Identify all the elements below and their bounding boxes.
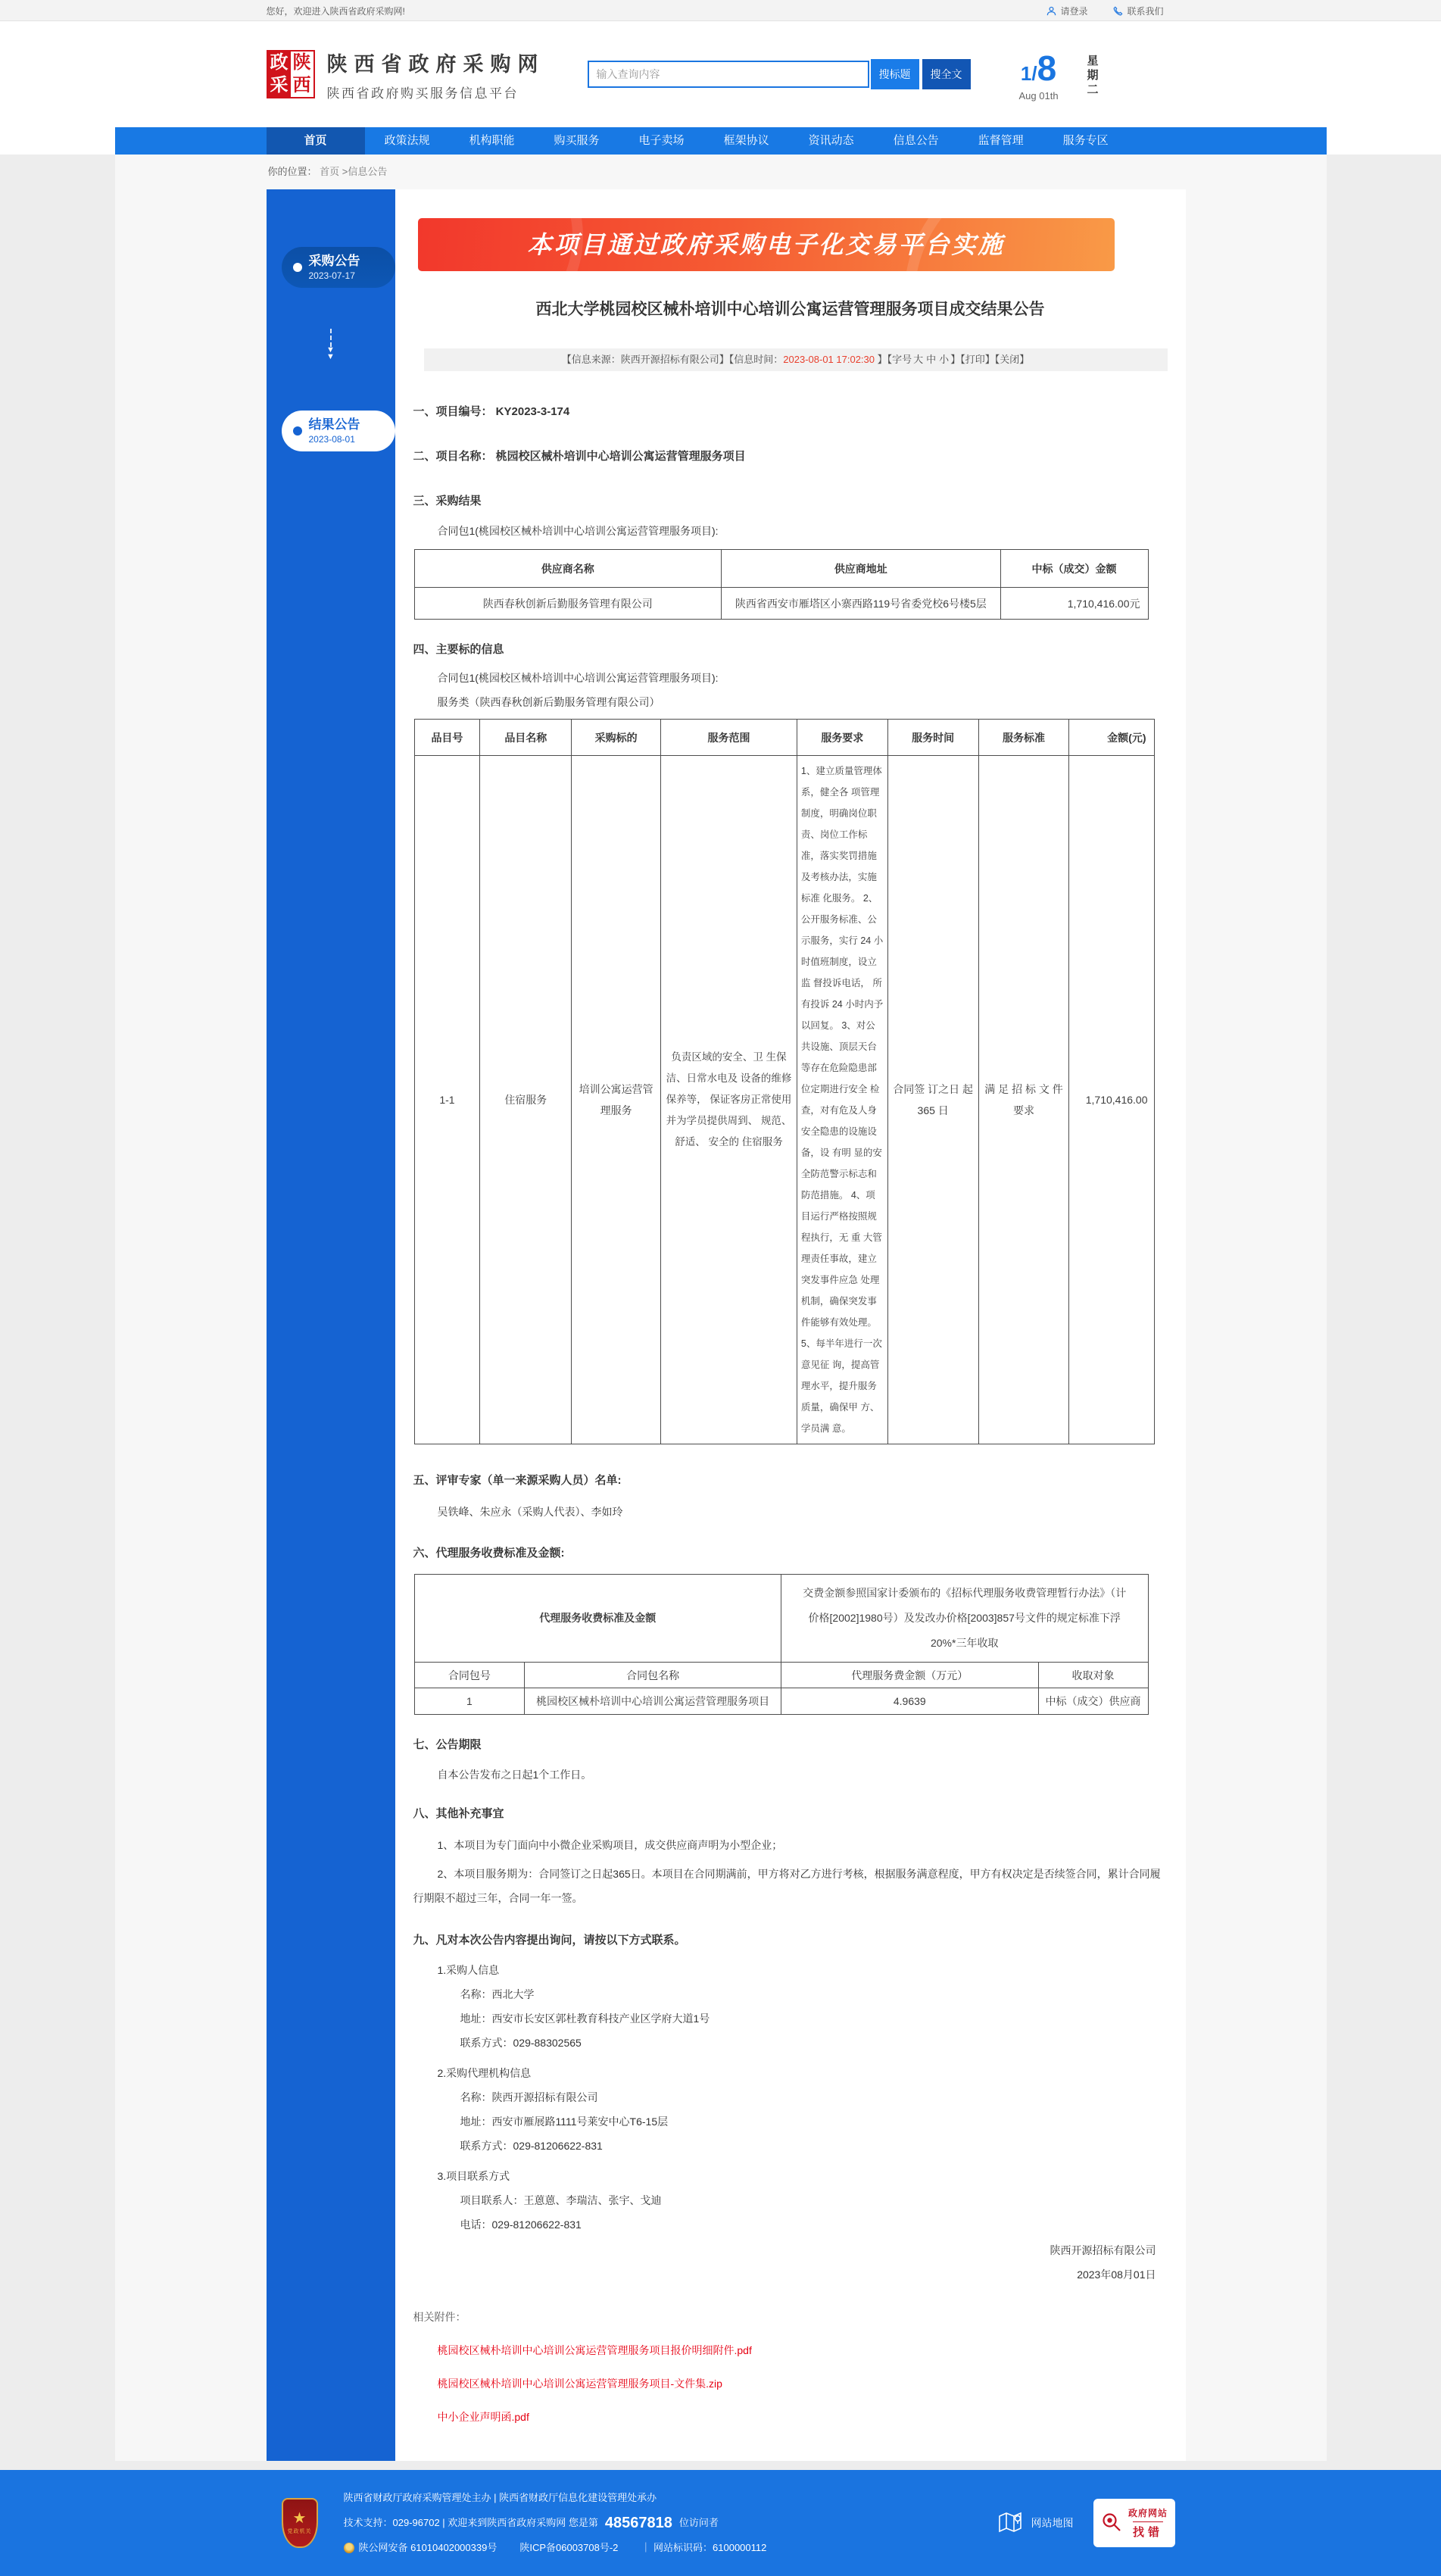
- section-6-heading: 六、代理服务收费标准及金额:: [413, 1547, 565, 1560]
- visitor-count: 48567818: [604, 2515, 672, 2531]
- attachment-link[interactable]: 桃园校区械朴培训中心培训公寓运营管理服务项目报价明细附件.pdf: [437, 2344, 752, 2356]
- footer-beian-line: [344, 2542, 767, 2554]
- table3-cell: 1: [414, 1688, 525, 1715]
- search-fulltext-button[interactable]: 搜全文: [922, 59, 971, 89]
- beian-number[interactable]: 陕公网安备 61010402000339号: [358, 2542, 497, 2553]
- top-bar: [0, 0, 1441, 21]
- site-name: 陕西省政府采购网: [326, 52, 545, 76]
- timeline-item-采购公告[interactable]: [282, 247, 395, 288]
- breadcrumb-home[interactable]: 首页: [320, 166, 340, 177]
- announcement-article: [395, 189, 1186, 2461]
- sign-date: 2023年08月01日: [1077, 2268, 1156, 2281]
- table2-cell-itemno: 1-1: [414, 756, 480, 1444]
- attachment-link[interactable]: 桃园校区械朴培训中心培训公寓运营管理服务项目-文件集.zip: [437, 2378, 722, 2390]
- welcome-text: 您好，欢迎进入陕西省政府采购网!: [266, 5, 405, 17]
- table1-cell: 1,710,416.00元: [1000, 588, 1148, 620]
- nav-item-购买服务[interactable]: 购买服务: [554, 134, 600, 147]
- contact-line: 联系方式：029-81206622-831: [460, 2140, 603, 2152]
- contact-line: 名称：陕西开源招标有限公司: [460, 2091, 598, 2103]
- service-type-line: 服务类（陕西春秋创新后勤服务管理有限公司）: [437, 696, 660, 708]
- party-gov-emblem-icon: ★ 党政机关: [282, 2498, 318, 2548]
- table2-cell-req: 1、建立质量管理体系，健全各 项管理 制度，明确岗位职责、岗位工作标准，落实奖罚措施及考核办法，实施 标准 化服务。 2、公开服务标准、公示服务，实行 24 小时值班制度，设立监 督投诉电话， 所有投诉 24 小时内予以回复。 3、对公共设施、顶层天台等存在危险隐患部位定期进行安全 检查，对有危及人身安全隐患的设施设备，设 有明 显的安全防范警示标志和防范措施。 4、项目运行严格按照规程执行，无 重 大管理责任事故，建立突发事件应急 处理机制，确保突发事件能够有效处理。 5、每半年进行一次意见征 询，提高管 理水平，提升服务质量，确保甲 方、 学员满 意。: [797, 756, 887, 1444]
- table2-cell-time: 合同签 订之日 起 365 日: [887, 756, 978, 1444]
- timeline-item-date: 2023-07-17: [308, 270, 355, 281]
- font-size-large[interactable]: 大: [913, 354, 924, 365]
- section-7-heading: 七、公告期限: [413, 1738, 482, 1751]
- main-nav: [115, 127, 1327, 155]
- table1-header: 供应商名称: [414, 550, 722, 588]
- expert-names: 吴铁峰、朱应永（采购人代表）、李如玲: [437, 1506, 623, 1518]
- public-security-badge-icon: [344, 2543, 354, 2553]
- nav-item-服务专区[interactable]: 服务专区: [1062, 134, 1109, 147]
- package-line-1: 合同包1(桃园校区械朴培训中心培训公寓运营管理服务项目):: [437, 525, 719, 537]
- gov-site-error-report-button[interactable]: 政府网站 找错: [1093, 2499, 1175, 2547]
- table1-header: 供应商地址: [722, 550, 1001, 588]
- date-english: Aug 01th: [1018, 89, 1059, 101]
- table-row: [414, 588, 1148, 620]
- nav-item-政策法规[interactable]: 政策法规: [384, 134, 430, 147]
- table2-header: 采购标的: [572, 720, 661, 756]
- nav-item-机构职能[interactable]: 机构职能: [469, 134, 515, 147]
- table3-cell: 4.9639: [781, 1688, 1038, 1715]
- weekday-text: 星 期 二: [1087, 54, 1099, 96]
- table1-cell: 陕西春秋创新后勤服务管理有限公司: [414, 588, 722, 620]
- map-icon: [998, 2511, 1024, 2536]
- table2-cell-amt: 1,710,416.00: [1069, 756, 1154, 1444]
- font-size-medium[interactable]: 中: [926, 354, 937, 365]
- contact-group-title: 1.采购人信息: [437, 1964, 500, 1976]
- contact-link[interactable]: 联系我们: [1113, 5, 1163, 17]
- meta-source: 【信息来源：陕西开源招标有限公司】: [561, 354, 729, 365]
- table2-header: 服务时间: [887, 720, 978, 756]
- date-widget: 1/8 Aug 01th 星 期 二: [1018, 48, 1099, 101]
- table3-header: 合同包号: [414, 1663, 525, 1688]
- timeline-arrow-icon: ▼ ▼: [267, 329, 395, 361]
- table2-header: 金额(元): [1069, 720, 1154, 756]
- nav-item-框架协议[interactable]: 框架协议: [723, 134, 769, 147]
- contact-line: 项目联系人：王蒽蒽、李瑞洁、张宇、戈迪: [460, 2194, 662, 2206]
- fee-standard-label: 代理服务收费标准及金额: [414, 1575, 781, 1663]
- table2-cell-name: 住宿服务: [480, 756, 572, 1444]
- notice-period: 自本公告发布之日起1个工作日。: [437, 1769, 592, 1781]
- site-logo: 政 采 陕 西: [267, 50, 315, 98]
- nav-item-信息公告[interactable]: 信息公告: [893, 134, 939, 147]
- table-row: [414, 1688, 1148, 1715]
- section-8-heading: 八、其他补充事宜: [413, 1807, 504, 1820]
- section-2-heading: 二、项目名称： 桃园校区械朴培训中心培训公寓运营管理服务项目: [413, 450, 746, 463]
- site-header: [0, 21, 1441, 127]
- nav-strip: [0, 127, 1441, 155]
- sitemap-link[interactable]: 网站地图: [998, 2511, 1074, 2536]
- package-line-2: 合同包1(桃园校区械朴培训中心培训公寓运营管理服务项目):: [437, 672, 719, 684]
- font-size-small[interactable]: 小: [939, 354, 950, 365]
- signer-name: 陕西开源招标有限公司: [1050, 2244, 1156, 2256]
- table3-header: 合同包名称: [525, 1663, 781, 1688]
- site-subtitle: 陕西省政府购买服务信息平台: [326, 86, 519, 101]
- magnifier-icon: [1100, 2511, 1123, 2536]
- subject-matter-table: [414, 719, 1155, 1444]
- section-3-heading: 三、采购结果: [413, 495, 482, 507]
- timeline-item-date: 2023-08-01: [308, 434, 355, 445]
- timeline-dot-icon: [293, 426, 302, 436]
- contact-line: 名称：西北大学: [460, 1988, 535, 2000]
- table3-header: 代理服务费金额（万元）: [781, 1663, 1038, 1688]
- page-title: 西北大学桃园校区械朴培训中心培训公寓运营管理服务项目成交结果公告: [535, 301, 1045, 318]
- supplement-item: 2、本项目服务期为：合同签订之日起365日。本项目在合同期满前，甲方将对乙方进行考核，根据服务满意程度，甲方有权决定是否续签合同，累计合同履行期限不超过三年，合同一年一签。: [413, 1868, 1161, 1904]
- meta-bar: 【信息来源：陕西开源招标有限公司】【信息时间：2023-08-01 17:02:30 】【字号 大 中 小 】【打印】【关闭】: [424, 348, 1168, 371]
- timeline-item-title: 结果公告: [308, 417, 360, 432]
- nav-item-首页[interactable]: 首页: [267, 127, 365, 155]
- breadcrumb: 你的位置： 首页 >信息公告: [267, 166, 388, 177]
- section-4-heading: 四、主要标的信息: [413, 643, 504, 656]
- search-input[interactable]: [588, 61, 869, 88]
- user-icon: [1046, 6, 1056, 16]
- timeline-dot-icon: [293, 263, 302, 272]
- table2-cell-target: 培训公寓运营管理服务: [572, 756, 661, 1444]
- table2-cell-std: 满 足 招 标 文 件 要求: [978, 756, 1069, 1444]
- contact-line: 电话：029-81206622-831: [460, 2218, 582, 2231]
- table2-header: 服务范围: [661, 720, 797, 756]
- agency-fee-table: [414, 1574, 1149, 1715]
- login-link[interactable]: 请登录: [1046, 5, 1087, 17]
- attachment-link[interactable]: 中小企业声明函.pdf: [437, 2411, 529, 2423]
- breadcrumb-current[interactable]: 信息公告: [348, 166, 388, 177]
- attachments-label: 相关附件：: [413, 2311, 466, 2323]
- date-day: 8: [1037, 48, 1057, 88]
- timeline-sidebar: [267, 189, 395, 2461]
- nav-item-监督管理[interactable]: 监督管理: [978, 134, 1024, 147]
- close-button[interactable]: 【关闭】: [994, 354, 1030, 365]
- contact-line: 地址：西安市长安区郭杜教育科技产业区学府大道1号: [460, 2012, 710, 2025]
- table2-cell-scope: 负责区域的安全、卫 生保洁、日常水电及 设备的维修保养等， 保证客房正常使用 并为学员提供周到、 规范、舒适、 安全的 住宿服务: [661, 756, 797, 1444]
- table2-header: 品目名称: [480, 720, 572, 756]
- meta-time: 2023-08-01 17:02:30: [783, 354, 875, 365]
- table1-header: 中标（成交）金额: [1000, 550, 1148, 588]
- table2-header: 品目号: [414, 720, 480, 756]
- supplement-item: 1、本项目为专门面向中小微企业采购项目，成交供应商声明为小型企业；: [437, 1839, 783, 1851]
- table2-header: 服务要求: [797, 720, 887, 756]
- icp-number[interactable]: 陕ICP备06003708号-2: [519, 2542, 619, 2553]
- section-1-heading: 一、项目编号： KY2023-3-174: [413, 405, 570, 418]
- nav-item-资讯动态[interactable]: 资讯动态: [808, 134, 854, 147]
- table1-cell: 陕西省西安市雁塔区小寨西路119号省委党校6号楼5层: [722, 588, 1001, 620]
- table3-cell: 中标（成交）供应商: [1038, 1688, 1148, 1715]
- timeline-item-结果公告[interactable]: [282, 411, 395, 451]
- nav-item-电子卖场[interactable]: 电子卖场: [638, 134, 685, 147]
- site-footer: [0, 2470, 1441, 2576]
- search-title-button[interactable]: 搜标题: [871, 59, 919, 89]
- platform-banner: 本项目通过政府采购电子化交易平台实施: [418, 218, 1115, 271]
- table3-header: 收取对象: [1038, 1663, 1148, 1688]
- supplier-result-table: [414, 549, 1149, 620]
- phone-icon: [1113, 6, 1123, 16]
- footer-support-line: 技术支持：029-96702 | 欢迎来到陕西省政府采购网 您是第 48567818 位访问者: [343, 2515, 719, 2531]
- search-bar: [588, 59, 971, 89]
- footer-sponsor-line: 陕西省财政厅政府采购管理处主办 | 陕西省财政厅信息化建设管理处承办: [343, 2492, 657, 2503]
- table3-cell: 桃园校区械朴培训中心培训公寓运营管理服务项目: [525, 1688, 781, 1715]
- timeline-item-title: 采购公告: [308, 254, 360, 268]
- table2-header: 服务标准: [978, 720, 1069, 756]
- section-9-heading: 九、凡对本次公告内容提出询问，请按以下方式联系。: [413, 1934, 686, 1947]
- contact-group-title: 2.采购代理机构信息: [437, 2067, 532, 2079]
- print-button[interactable]: 【打印】: [960, 354, 995, 365]
- fee-standard-text: 交费金额参照国家计委颁布的《招标代理服务收费管理暂行办法》（计价格[2002]1980号）及发改办价格[2003]857号文件的规定标准下浮20%*三年收取: [781, 1575, 1148, 1663]
- contact-line: 地址：西安市雁展路1111号莱安中心T6-15层: [460, 2115, 669, 2128]
- contact-group-title: 3.项目联系方式: [437, 2170, 510, 2182]
- site-code: ｜ 网站标识码：6100000112: [641, 2542, 767, 2553]
- contact-line: 联系方式：029-88302565: [460, 2037, 582, 2049]
- section-5-heading: 五、评审专家（单一来源采购人员）名单:: [413, 1474, 622, 1487]
